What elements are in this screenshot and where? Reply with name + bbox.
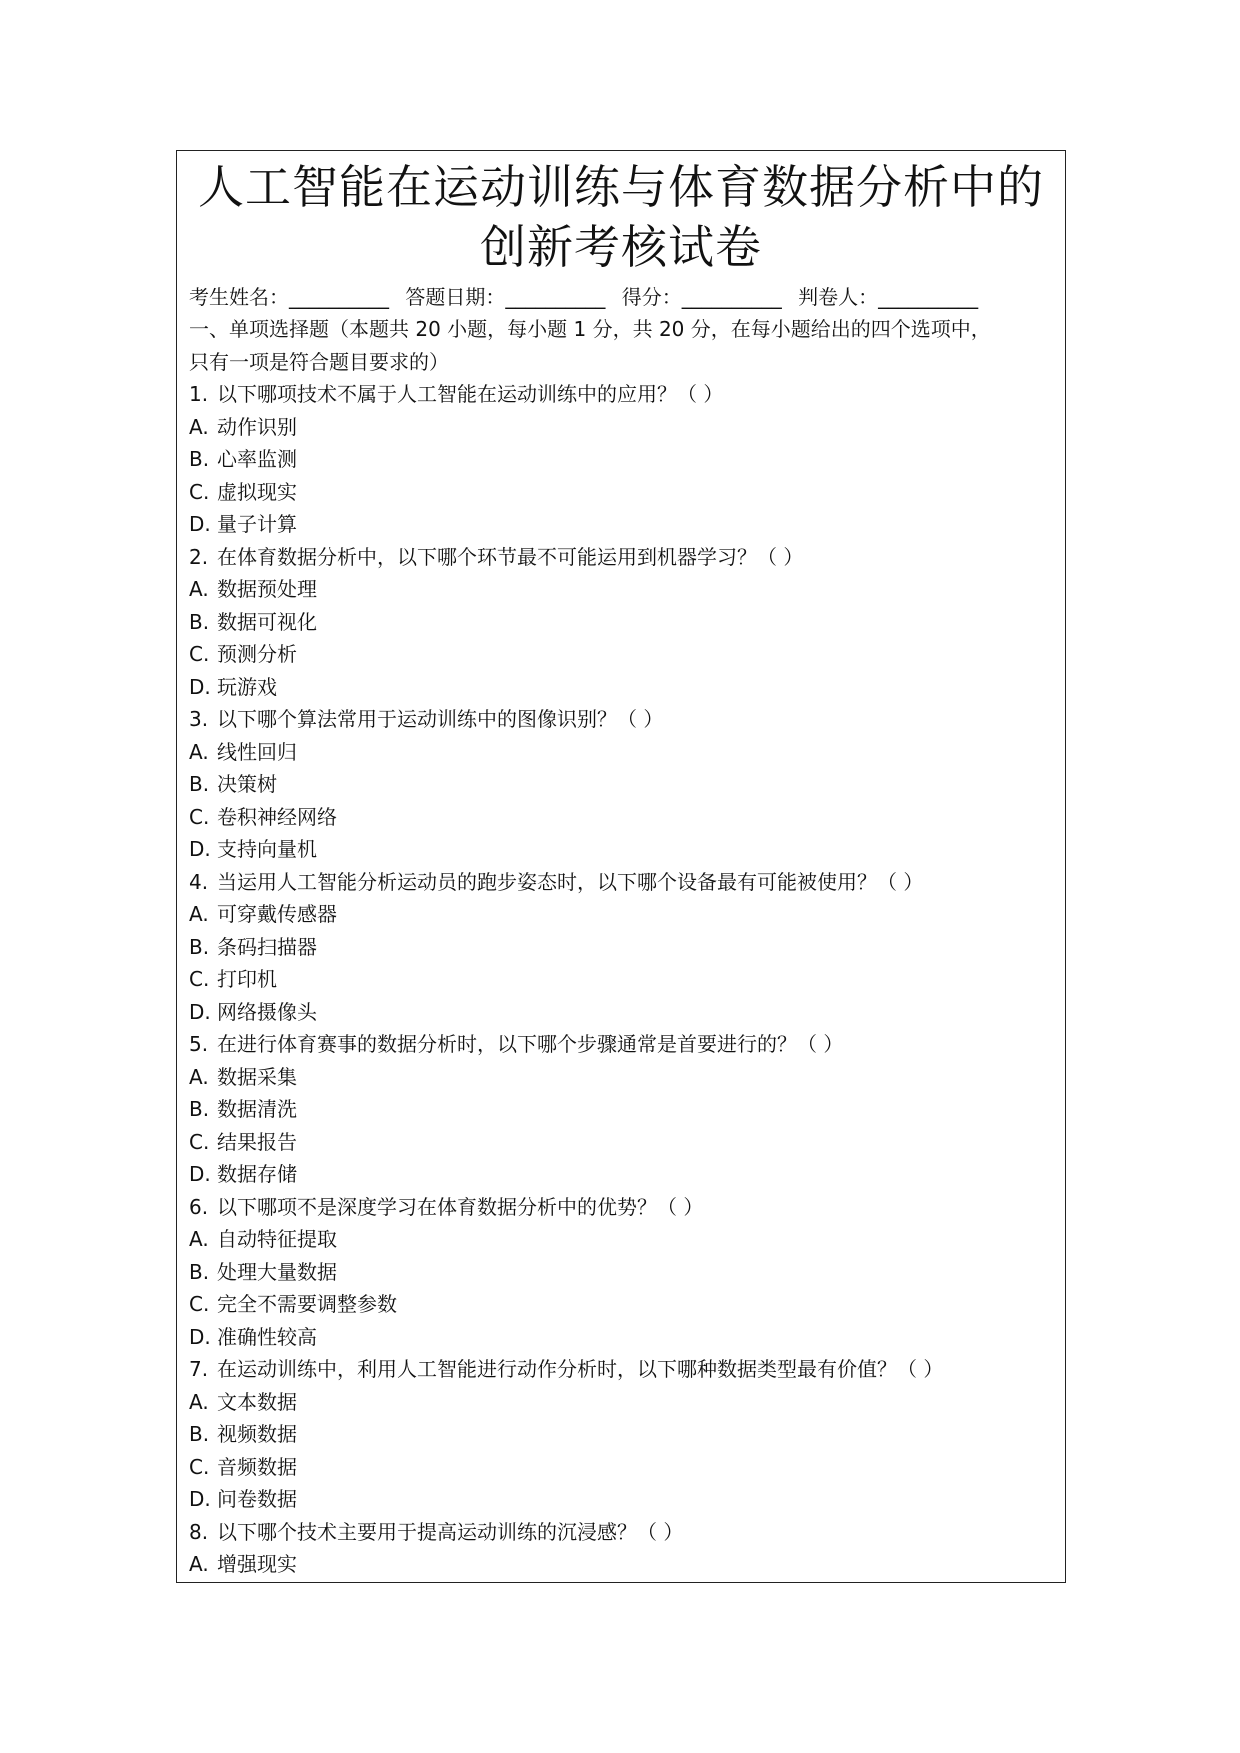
option-text: 结果报告 (217, 1129, 297, 1154)
option-item (189, 671, 1053, 704)
option-letter: A. (189, 1552, 209, 1576)
option-item (189, 1418, 1053, 1451)
option-item (189, 1061, 1053, 1094)
question-number: 2. (189, 544, 209, 569)
option-text: 音频数据 (217, 1454, 297, 1479)
candidate-name-field: 考生姓名：__________ (189, 285, 389, 309)
option-text: 动作识别 (217, 414, 297, 439)
question-text: 在运动训练中，利用人工智能进行动作分析时，以下哪种数据类型最有价值？（ ） (217, 1357, 944, 1381)
option-letter: C. (189, 642, 210, 666)
question-number: 8. (189, 1519, 209, 1544)
option-letter: B. (189, 1422, 210, 1446)
option-item (189, 443, 1053, 476)
option-item (189, 606, 1053, 639)
question-7 (189, 1353, 1053, 1386)
option-item (189, 1093, 1053, 1126)
option-text: 数据存储 (217, 1162, 297, 1186)
exam-title (189, 157, 1053, 277)
option-text: 自动特征提取 (217, 1227, 337, 1251)
option-letter: B. (189, 447, 210, 471)
question-2 (189, 541, 1053, 574)
option-letter: A. (189, 739, 209, 764)
option-text: 数据采集 (217, 1064, 297, 1089)
option-letter: C. (189, 804, 210, 829)
option-text: 数据可视化 (217, 609, 317, 634)
option-item (189, 736, 1053, 769)
option-item (189, 573, 1053, 606)
option-letter: B. (189, 1097, 210, 1121)
score-field: 得分：__________ (621, 285, 782, 309)
question-number: 3. (189, 707, 209, 731)
question-number: 4. (189, 869, 209, 894)
option-letter: A. (189, 577, 209, 601)
question-1 (189, 378, 1053, 411)
option-text: 量子计算 (217, 512, 297, 536)
option-text: 支持向量机 (217, 837, 317, 861)
option-item (189, 476, 1053, 509)
option-letter: A. (189, 1064, 209, 1089)
option-item (189, 833, 1053, 866)
option-text: 心率监测 (217, 447, 297, 471)
section-heading-line-2: 只有一项是符合题目要求的） (189, 349, 449, 374)
option-text: 问卷数据 (217, 1487, 297, 1511)
option-letter: C. (189, 1454, 210, 1479)
option-item (189, 1483, 1053, 1516)
option-text: 网络摄像头 (217, 999, 317, 1024)
option-item (189, 1386, 1053, 1419)
question-text: 以下哪项不是深度学习在体育数据分析中的优势？（ ） (217, 1194, 704, 1219)
option-item (189, 1158, 1053, 1191)
question-number: 1. (189, 382, 209, 406)
option-letter: B. (189, 1259, 210, 1284)
option-letter: D. (189, 837, 211, 861)
option-text: 决策树 (217, 772, 277, 796)
section-heading-line-1: 一、单项选择题（本题共 20 小题，每小题 1 分，共 20 分，在每小题给出的四个选项中， (189, 317, 991, 341)
option-text: 数据清洗 (217, 1097, 297, 1121)
option-item (189, 1321, 1053, 1354)
option-text: 条码扫描器 (217, 934, 317, 959)
option-letter: C. (189, 1129, 210, 1154)
option-text: 准确性较高 (217, 1324, 317, 1349)
candidate-info-line (189, 281, 1053, 313)
title-line-2: 创新考核试卷 (480, 220, 762, 274)
exam-paper (176, 150, 1066, 1583)
question-number: 5. (189, 1032, 209, 1056)
option-item (189, 1256, 1053, 1289)
option-letter: B. (189, 609, 210, 634)
question-5 (189, 1028, 1053, 1061)
option-letter: D. (189, 1324, 211, 1349)
question-text: 在进行体育赛事的数据分析时，以下哪个步骤通常是首要进行的？（ ） (217, 1032, 844, 1056)
option-item (189, 768, 1053, 801)
option-letter: C. (189, 967, 210, 991)
option-item (189, 931, 1053, 964)
option-letter: D. (189, 512, 211, 536)
section-heading (189, 313, 1053, 378)
option-text: 虚拟现实 (217, 479, 297, 504)
option-text: 视频数据 (217, 1422, 297, 1446)
option-item (189, 411, 1053, 444)
option-letter: D. (189, 1162, 211, 1186)
question-text: 以下哪项技术不属于人工智能在运动训练中的应用？（ ） (217, 382, 724, 406)
option-text: 增强现实 (217, 1552, 297, 1576)
option-item (189, 996, 1053, 1029)
option-letter: A. (189, 1227, 209, 1251)
question-6 (189, 1191, 1053, 1224)
option-text: 玩游戏 (217, 674, 277, 699)
option-item (189, 1126, 1053, 1159)
question-text: 当运用人工智能分析运动员的跑步姿态时，以下哪个设备最有可能被使用？（ ） (217, 869, 924, 894)
option-item (189, 898, 1053, 931)
option-letter: A. (189, 414, 209, 439)
answer-date-field: 答题日期：__________ (405, 285, 606, 309)
option-item (189, 801, 1053, 834)
option-item (189, 1223, 1053, 1256)
option-text: 打印机 (217, 967, 277, 991)
option-letter: A. (189, 902, 209, 926)
option-letter: B. (189, 772, 210, 796)
question-text: 在体育数据分析中，以下哪个环节最不可能运用到机器学习？（ ） (217, 544, 804, 569)
option-item (189, 638, 1053, 671)
option-letter: D. (189, 674, 211, 699)
question-4 (189, 866, 1053, 899)
option-letter: B. (189, 934, 210, 959)
title-line-1: 人工智能在运动训练与体育数据分析中的 (198, 160, 1044, 214)
question-number: 7. (189, 1357, 209, 1381)
option-letter: A. (189, 1389, 209, 1414)
question-3 (189, 703, 1053, 736)
question-text: 以下哪个算法常用于运动训练中的图像识别？（ ） (217, 707, 664, 731)
question-number: 6. (189, 1194, 209, 1219)
option-text: 完全不需要调整参数 (217, 1292, 397, 1316)
question-8 (189, 1516, 1053, 1549)
option-letter: D. (189, 999, 211, 1024)
option-text: 线性回归 (217, 739, 297, 764)
option-text: 预测分析 (217, 642, 297, 666)
option-text: 文本数据 (217, 1389, 297, 1414)
option-letter: D. (189, 1487, 211, 1511)
question-text: 以下哪个技术主要用于提高运动训练的沉浸感？（ ） (217, 1519, 684, 1544)
option-letter: C. (189, 479, 210, 504)
option-item (189, 1288, 1053, 1321)
option-text: 可穿戴传感器 (217, 902, 337, 926)
grader-field: 判卷人：__________ (798, 285, 979, 309)
option-item (189, 1548, 1053, 1581)
option-text: 数据预处理 (217, 577, 317, 601)
option-item (189, 963, 1053, 996)
question-list (189, 378, 1053, 1581)
option-item (189, 1451, 1053, 1484)
option-letter: C. (189, 1292, 210, 1316)
option-text: 卷积神经网络 (217, 804, 337, 829)
option-item (189, 508, 1053, 541)
option-text: 处理大量数据 (217, 1259, 337, 1284)
